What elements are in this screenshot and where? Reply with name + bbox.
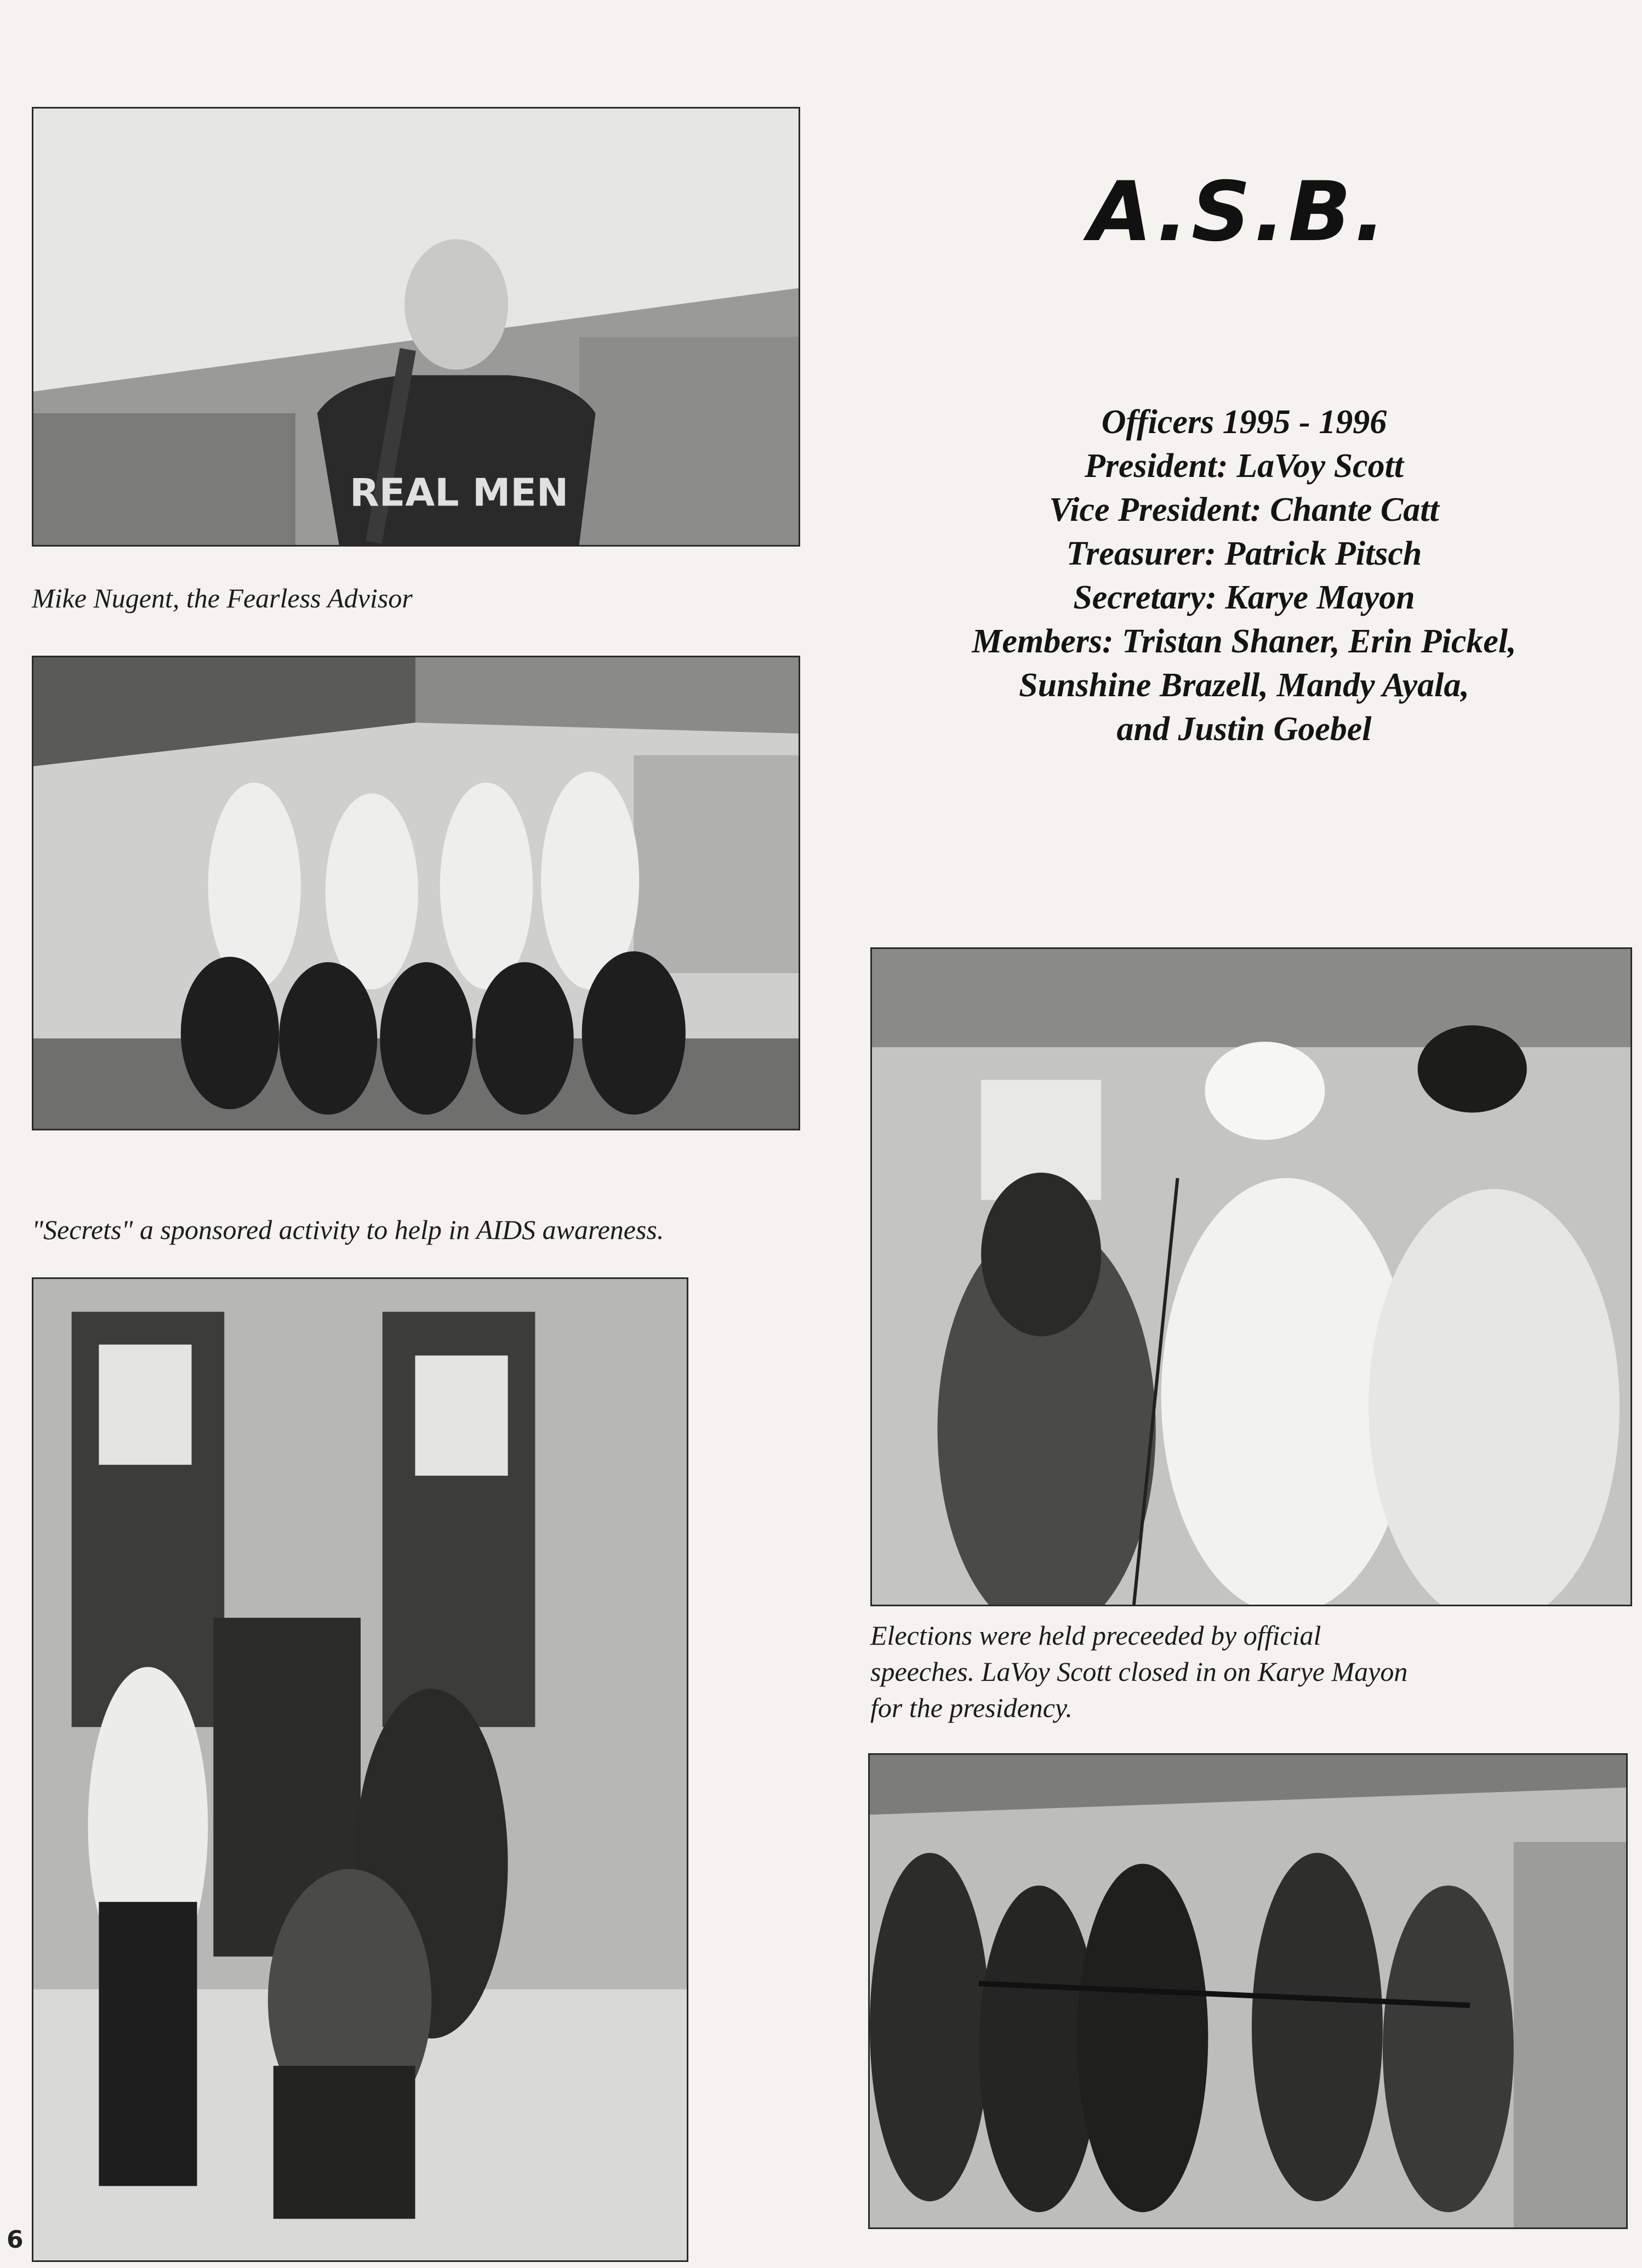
- officer-members-line-3: and Justin Goebel: [1116, 710, 1372, 748]
- elections-photo: [870, 947, 1632, 1606]
- officers-list: [877, 400, 1611, 751]
- officers-heading: Officers 1995 - 1996: [1101, 403, 1387, 441]
- group-photo: [32, 656, 800, 1130]
- secrets-caption: "Secrets" a sponsored activity to help in AIDS awareness.: [32, 1214, 664, 1245]
- page-title: A.S.B.: [1088, 164, 1389, 260]
- advisor-shirt-text: REAL MEN: [350, 470, 569, 515]
- elections-caption-line-3: for the presidency.: [870, 1692, 1073, 1723]
- secrets-photo: [32, 1277, 688, 2262]
- officer-vice-president: Vice President: Chante Catt: [1049, 491, 1439, 528]
- officer-treasurer: Treasurer: Patrick Pitsch: [1066, 535, 1422, 572]
- elections-caption: [870, 1617, 1407, 1726]
- advisor-caption: Mike Nugent, the Fearless Advisor: [32, 583, 413, 613]
- officer-members-line-2: Sunshine Brazell, Mandy Ayala,: [1019, 667, 1469, 704]
- page-number: 6: [7, 2226, 24, 2254]
- advisor-photo: [32, 107, 800, 547]
- elections-caption-line-2: speeches. LaVoy Scott closed in on Karye Mayon: [870, 1656, 1408, 1687]
- officer-president: President: LaVoy Scott: [1084, 447, 1404, 485]
- officer-secretary: Secretary: Karye Mayon: [1073, 579, 1415, 616]
- elections-caption-line-1: Elections were held preceeded by official: [870, 1620, 1321, 1651]
- officer-members-line-1: Members: Tristan Shaner, Erin Pickel,: [972, 623, 1516, 660]
- tug-of-war-photo: [868, 1753, 1628, 2229]
